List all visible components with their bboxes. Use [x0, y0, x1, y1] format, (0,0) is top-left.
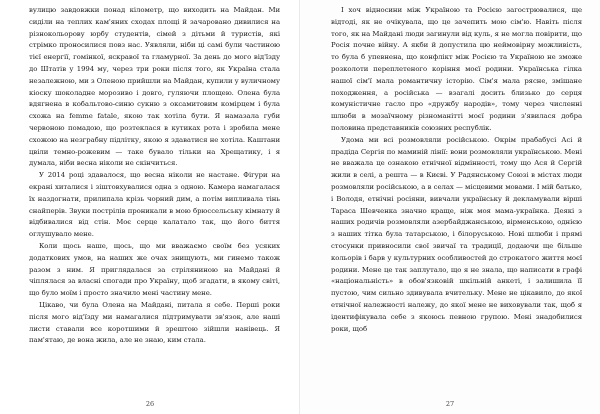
paragraph: У 2014 році здавалося, що весна ніколи не настане. Фігури на екрані хиталися і зіштовхувалися одна з одною. Камера намагалася їх наздогнати, прилипала крізь чорний дим, а потім випливала тінь снайперів. Звуки пострілів проникали в мою брюссельську кімнату й відбивалися від стін. Моє серце калатало так, що його биття оглушувало мене.	[29, 171, 280, 239]
left-page-text	[29, 5, 280, 347]
right-page	[300, 0, 600, 414]
page-number: 26	[145, 400, 155, 408]
paragraph: Цікаво, чи була Олена на Майдані, питала я себе. Перші роки після мого від'їзду ми намагалися підтримувати зв'язок, але наші листи ставали все коротшими й зрештою зійшли нанівець. Я пам'ятаю, де вона жила, але не знаю, ким стала.	[29, 300, 280, 345]
paragraph: Коли щось наше, щось, що ми вважаємо своїм без усяких додаткових умов, на наших же очах знищують, ми гинемо також разом з ним. Я приглядалася за стріляниною на Майдані й чіплялася за власні спогади про Україну, щоб згадати, в якому світі, що було моїм і просто значило мені частину мене.	[29, 241, 280, 298]
page-number: 27	[445, 400, 455, 408]
paragraph: І хоч відносини між Україною та Росією загострювалися, ще відтоді, як не очікувала, що це зачепить мою сім'ю. Навіть після того, як на Майдані люди загинули від куль, я не могла повірити, що Росія почне війну. А якби й допустила цю неймовірну можливість, то була б упевнена, що конфлікт між Росією та Україною не зможе розколоти переплетеного коріння моєї родини. Українська гілка нашої сім'ї мала романтичну історію. Сім'я мала рясне, змішане походження, а російська — взагалі досить близько до серця комуністичне гасло про «дружбу народів», тому через численні шлюби в мозаїчному різноманітті моєї родини з'явилася добра половина представників союзних республік.	[331, 6, 582, 132]
right-page-text	[331, 5, 582, 335]
paragraph: вулицю завдовжки понад кілометр, що виходить на Майдан. Ми сиділи на теплих кам'яних сходах площі й зачаровано дивилися на різнокольорову юрбу студентів, сімей з дітьми й туристів, які стрімко проносилися повз нас. Уявляли, ніби ці самі були частиною тієї енергії, гомінкої, яскравої та гламурної. За день до мого від'їзду до Штатів у 1994 му, через три роки після того, як Україна стала незалежною, ми з Оленою прийшли на Майдан, купили у вуличному кіоску шоколадне морозиво і довго, гуляючи площею. Олена була вдягнена в кобальтово-синю сукню з оксамитовим комірцем і була схожа на femme fatale, якою так хотіла бути. Я намазала губи червоною помадою, що розтеклася в кутиках рота і зробила мене схожою на незграбну підлітку, якою я здаватися не хотіла. Каштани цвіли темно-рожевим — таке бувало тільки на Хрещатику, і я думала, ніби весна ніколи не скінчиться.	[29, 6, 280, 168]
paragraph: Удома ми всі розмовляли російською. Окрім прабабусі Асі й прадіда Сергія по маминій лінії: вони розмовляли українською. Мені не вважала це ознакою етнічної відмінності, тому що Ася й Сергій жили в селі, а решта — в Києві. У Радянському Союзі в містах люди розмовляли російською, а в селах — місцевими мовами. І мій батько, і Володя, етнічні росіяни, вивчали українську й декламували вірші Тараса Шевченка значно краще, ніж моя мама-українка. Деякі з наших родичів розмовляли азербайджанською, вірменською, однією з наших тітка була татарською, і білоруською. Нові шлюби і прямі стосунки привносили свої звичаї та традиції, додаючи ще більше кольорів і барв у культурних особливостей до строкатого життя моєї родини. Мене це так заплутало, що я не знала, що написати в графі «національність» в обов'язковій шкільній анкеті, і залишила її пустою, чим сильно здивувала вчительку. Мене не цікавило, до якої етнічної належності належу, до якої мене не виховували так, щоб я ідентифікувала себе з якоюсь певною групою. Мені знадобилися роки, щоб	[331, 135, 582, 333]
